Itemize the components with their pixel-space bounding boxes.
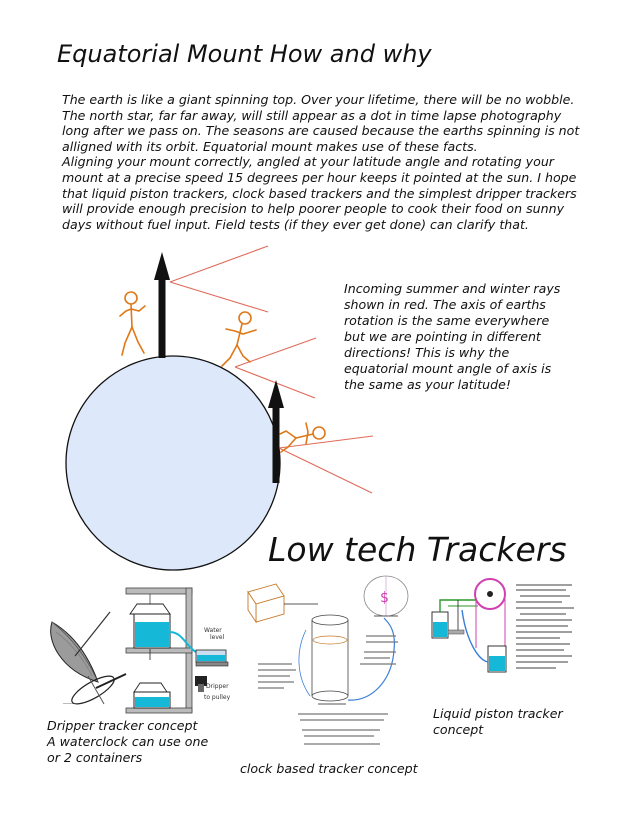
section-heading: Low tech Trackers [268, 530, 567, 569]
caption-line: Liquid piston tracker [433, 706, 563, 721]
ray-line [279, 448, 372, 493]
page-title: Equatorial Mount How and why [57, 40, 432, 68]
rays-line: shown in red. The axis of earths [344, 297, 546, 312]
caption-line: A waterclock can use one [47, 734, 209, 749]
person-icon [222, 312, 256, 366]
caption-line: Dripper tracker concept [47, 718, 198, 733]
person-icon [120, 292, 145, 355]
rays-line: directions! This is why the [344, 345, 510, 360]
diagram-label: to pulley [204, 694, 231, 701]
intro-line: alligned with its orbit. Equatorial mount makes use of these facts. [62, 138, 478, 154]
clock-caption: clock based tracker concept [240, 761, 418, 776]
caption-line: or 2 containers [47, 750, 143, 765]
rays-line: equatorial mount angle of axis is [344, 361, 552, 376]
diagram-label: Water [204, 627, 222, 634]
ray-line [170, 282, 268, 312]
diagram-label: level [210, 634, 225, 641]
dripper-caption [47, 718, 247, 766]
ray-line [235, 338, 316, 367]
axis-arrowhead [268, 380, 284, 408]
person-icon [280, 423, 325, 452]
intro-line: will provide enough precision to help poorer people to cook their food on sunny [62, 201, 565, 217]
intro-line: days without fuel input. Field tests (if they ever get done) can clarify that. [62, 216, 529, 232]
intro-line: The north star, far far away, will still appear as a dot in time lapse photography [62, 107, 562, 123]
svg-text:────────: ──────── [63, 701, 83, 706]
ray-line [170, 246, 268, 282]
earth-globe [66, 356, 280, 570]
rays-line: but we are pointing in different [344, 329, 541, 344]
clock-tracker-diagram [248, 576, 408, 744]
intro-line: long after we pass on. The seasons are caused because the earths spinning is not [62, 123, 580, 139]
axis-arrowhead [154, 252, 170, 280]
rays-line: rotation is the same everywhere [344, 313, 550, 328]
rays-explanation [344, 281, 584, 393]
intro-line: that liquid piston trackers, clock based trackers and the simplest dripper trackers [62, 185, 577, 201]
dripper-tracker-diagram [51, 588, 231, 713]
rays-line: the same as your latitude! [344, 377, 511, 392]
liquid-piston-diagram [432, 579, 574, 672]
svg-text:$: $ [380, 590, 389, 606]
diagram-label: Dripper [206, 683, 229, 690]
rays-line: Incoming summer and winter rays [344, 281, 561, 296]
intro-line: The earth is like a giant spinning top. Over your lifetime, there will be no wobble. [62, 92, 575, 107]
caption-line: concept [433, 722, 484, 737]
intro-line: mount at a precise speed 15 degrees per hour keeps it pointed at the sun. I hope [62, 169, 577, 185]
intro-line: Aligning your mount correctly, angled at your latitude angle and rotating your [62, 154, 554, 170]
liquid-caption [433, 706, 613, 738]
